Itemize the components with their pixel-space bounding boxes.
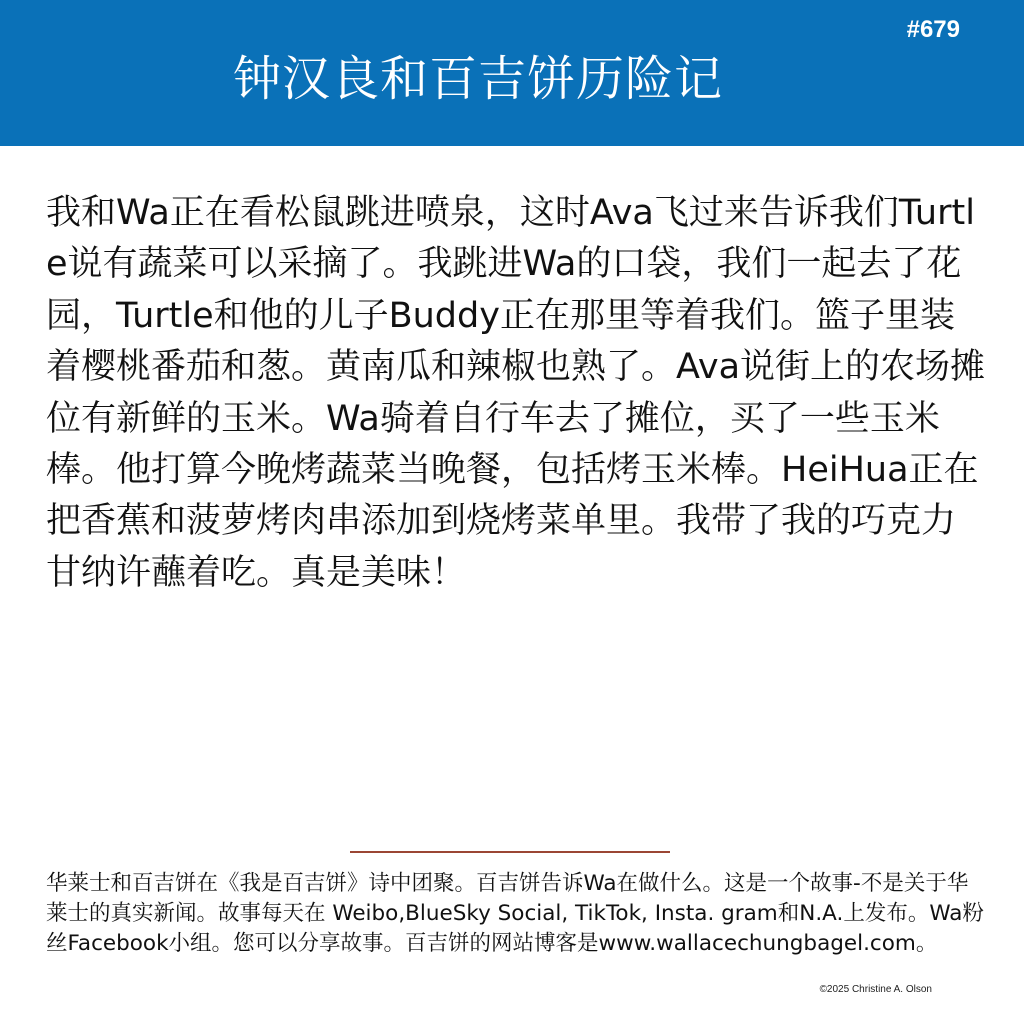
copyright: ©2025 Christine A. Olson: [819, 984, 932, 995]
page-title: 钟汉良和百吉饼历险记: [232, 51, 723, 107]
story-text: 我和Wa正在看松鼠跳进喷泉，这时Ava飞过来告诉我们Turtle说有蔬菜可以采摘了。我跳进Wa的口袋，我们一起去了花园，Turtle和他的儿子Buddy正在那里等着我们。篮子里装着樱桃番茄和葱。黄南瓜和辣椒也熟了。Ava说街上的农场摊位有新鲜的玉米。Wa骑着自行车去了摊位，买了一些玉米棒。他打算今晚烤蔬菜当晚餐，包括烤玉米棒。HeiHua正在把香蕉和菠萝烤肉串添加到烧烤菜单里。我带了我的巧克力甘纳许蘸着吃。真是美味！: [46, 193, 986, 593]
footer-note: 华莱士和百吉饼在《我是百吉饼》诗中团聚。百吉饼告诉Wa在做什么。这是一个故事-不是关于华莱士的真实新闻。故事每天在 Weibo,BlueSky Social, TikTok, Insta. gram和N.A.上发布。Wa粉丝Facebook小组。您可以分享故事。百吉饼的网站博客是www.wallacechungbagel.com。: [46, 871, 984, 956]
header-banner: [0, 0, 1024, 146]
issue-number: #679: [906, 16, 960, 43]
divider: [350, 851, 670, 853]
